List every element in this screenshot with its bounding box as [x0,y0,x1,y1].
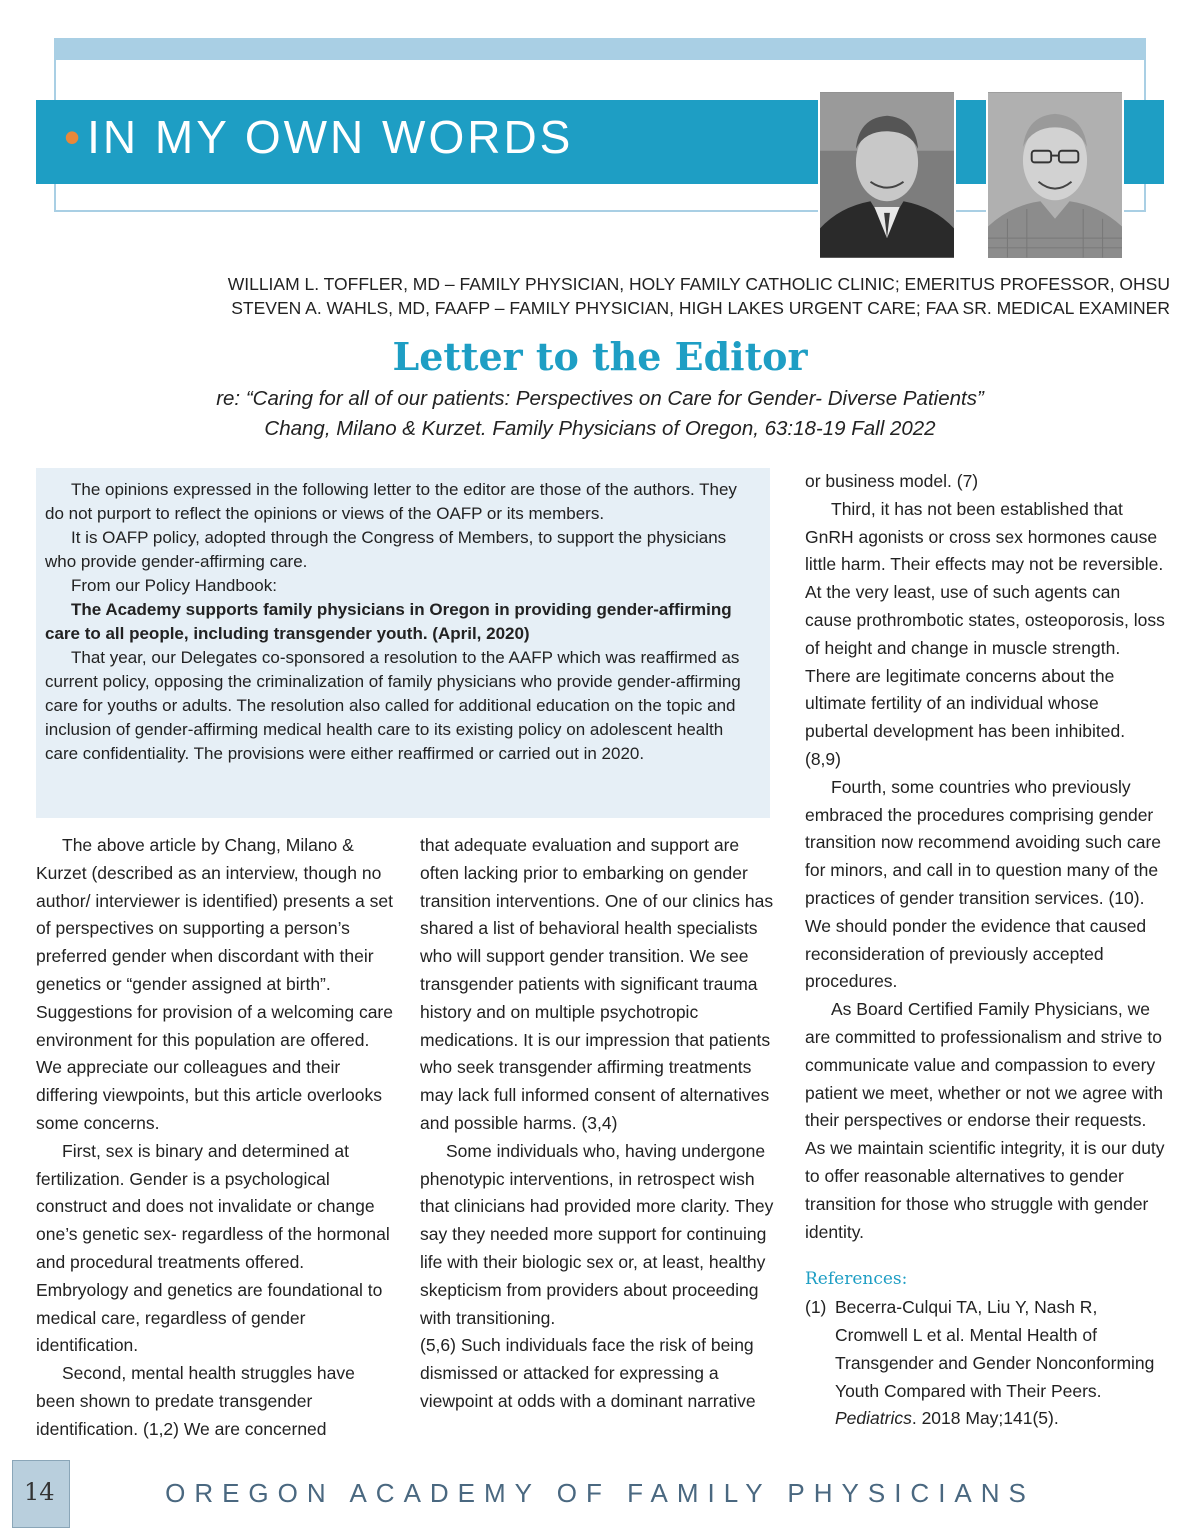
author-photo-wahls [986,90,1124,260]
author-line-2: STEVEN A. WAHLS, MD, FAAFP – FAMILY PHYSICIAN, HIGH LAKES URGENT CARE; FAA SR. MEDICAL EXAMINER [231,298,1170,318]
body-paragraph: Second, mental health struggles have been shown to predate transgender identification. (1,2) We are concerned [36,1363,355,1439]
author-line-1: WILLIAM L. TOFFLER, MD – FAMILY PHYSICIAN, HOLY FAMILY CATHOLIC CLINIC; EMERITUS PROFESSOR, OHSU [227,274,1170,294]
reference-item [805,1294,1165,1433]
author-photo-toffler [818,90,956,260]
body-paragraph: that adequate evaluation and support are often lacking prior to embarking on gender transition interventions. One of our clinics has shared a list of behavioral health specialists who will support gender transition. We see transgender patients with significant trauma history and on multiple psychotropic medications. It is our impression that patients who seek transgender affirming treatments may lack full informed consent of alternatives and possible harms. (3,4) [420,835,774,1133]
references-heading: References: [805,1269,908,1290]
article-subtitle [0,384,1200,444]
editor-notice-box [36,468,770,818]
body-column-3 [805,468,1165,1433]
portrait-image [820,92,954,258]
article-title: Letter to the Editor [392,334,808,379]
header-frame-bottom [54,210,1146,212]
notice-paragraph: It is OAFP policy, adopted through the Congress of Members, to support the physicians who provide gender-affirming care. [45,528,727,571]
body-paragraph: As Board Certified Family Physicians, we are committed to professionalism and strive to communicate value and compassion to every patient we meet, whether or not we agree with their perspectives or endorse their requests. As we maintain scientific integrity, it is our duty to offer reasonable alternatives to gender transition for those who struggle with gender identity. [805,999,1165,1242]
body-column-2 [420,832,782,1416]
policy-statement: The Academy supports family physicians in Oregon in providing gender-affirming care to all people, including transgender youth. (April, 2020) [45,600,732,643]
reference-tail: . 2018 May;141(5). [911,1408,1059,1429]
reference-citation: Becerra-Culqui TA, Liu Y, Nash R, Cromwell L et al. Mental Health of Transgender and Gender Nonconforming Youth Compared with Their Peers. [835,1297,1155,1401]
body-paragraph: (5,6) Such individuals face the risk of being dismissed or attacked for expressing a viewpoint at odds with a dominant narrative [420,1335,756,1411]
body-paragraph: or business model. (7) [805,471,979,491]
body-paragraph: Some individuals who, having undergone phenotypic interventions, in retrospect wish that clinicians had provided more clarity. They say they needed more support for continuing life with their biologic sex or, at least, healthy skepticism from providers about proceeding with transitioning. [420,1140,774,1328]
body-paragraph: Third, it has not been established that GnRH agonists or cross sex hormones cause little harm. Their effects may not be reversible. At the very least, use of such agents can cause prothrombotic states, osteoporosis, loss of height and change in muscle strength. There are legitimate concerns about the ultimate fertility of an individual whose pubertal development has been inhibited. (8,9) [805,498,1165,769]
body-column-1 [36,832,396,1444]
subtitle-line-2: Chang, Milano & Kurzet. Family Physicians of Oregon, 63:18-19 Fall 2022 [264,417,936,440]
reference-journal: Pediatrics [835,1408,912,1429]
section-title [64,110,573,164]
page-number: 14 [24,1478,55,1506]
reference-text [835,1294,1165,1433]
notice-paragraph: From our Policy Handbook: [71,576,277,595]
author-byline [80,272,1170,320]
subtitle-line-1: re: “Caring for all of our patients: Perspectives on Care for Gender- Diverse Patients” [216,387,984,410]
portrait-image [988,92,1122,258]
reference-number: (1) [805,1297,827,1318]
body-paragraph: The above article by Chang, Milano & Kurzet (described as an interview, though no author/ interviewer is identified) presents a set of perspectives on supporting a person’s preferred gender when discordant with their genetics or “gender assigned at birth”. Suggestions for provision of a welcoming care environment for this population are offered. We appreciate our colleagues and their differing viewpoints, but this article overlooks some concerns. [36,835,393,1133]
notice-paragraph: The opinions expressed in the following letter to the editor are those of the authors. They do not purport to reflect the opinions or views of the OAFP or its members. [45,480,737,523]
notice-paragraph: That year, our Delegates co-sponsored a resolution to the AAFP which was reaffirmed as current policy, opposing the criminalization of family physicians who provide gender-affirming care for youths or adults. The resolution also called for additional education on the topic and inclusion of gender-affirming medical health care to its existing policy on adolescent health care confidentiality. The provisions were either reaffirmed or carried out in 2020. [45,648,741,763]
footer-organization: OREGON ACADEMY OF FAMILY PHYSICIANS [165,1478,1035,1508]
header-frame-top [54,38,1146,60]
body-paragraph: Fourth, some countries who previously embraced the procedures comprising gender transition now recommend avoiding such care for minors, and call in to question many of the practices of gender transition services. (10). We should ponder the evidence that caused reconsideration of previously accepted procedures. [805,776,1162,992]
section-dot: • [64,111,84,163]
section-title-text: IN MY OWN WORDS [87,111,574,163]
body-paragraph: First, sex is binary and determined at fertilization. Gender is a psychological construct and does not invalidate or change one’s genetic sex- regardless of the hormonal and procedural treatments offered. Embryology and genetics are foundational to medical care, regardless of gender identification. [36,1140,390,1356]
